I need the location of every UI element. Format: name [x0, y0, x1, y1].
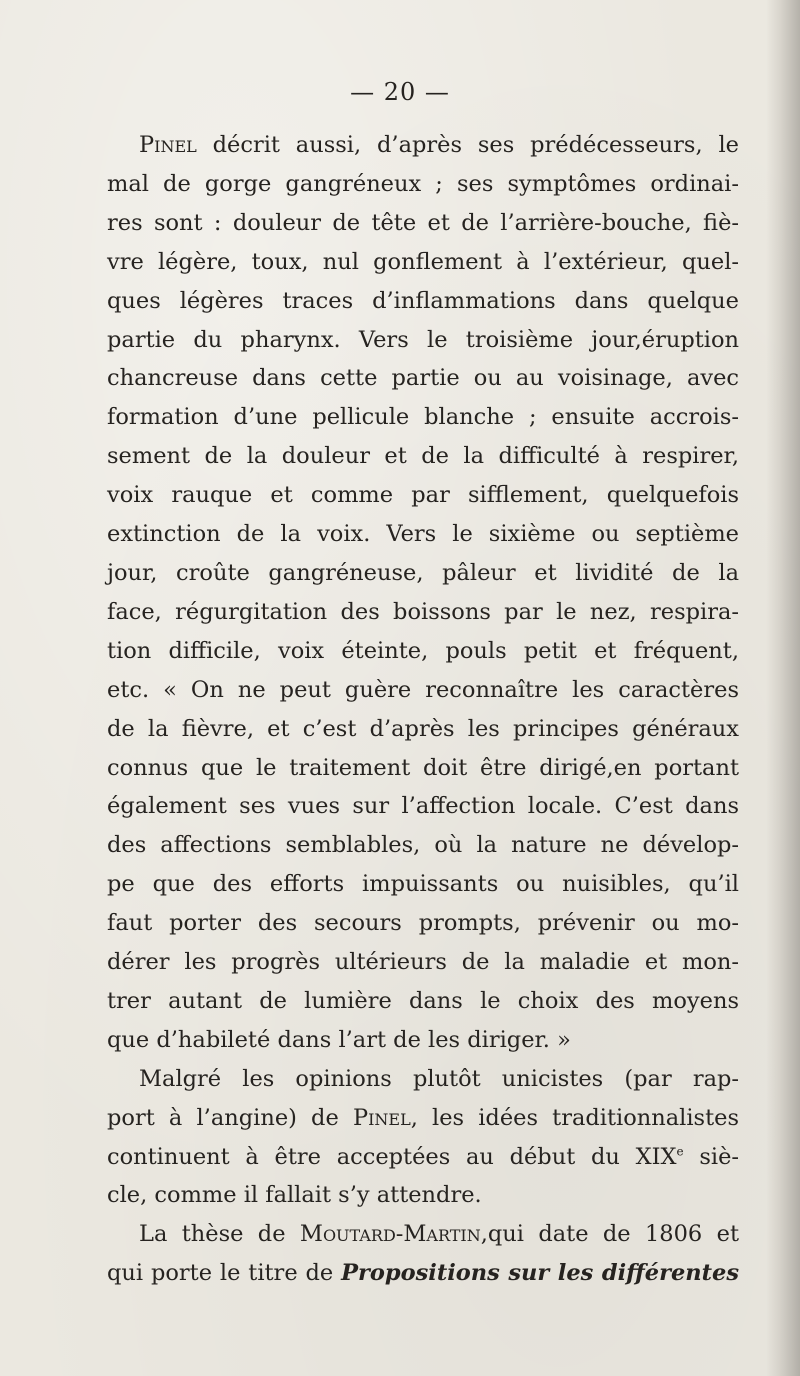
text-line: Pinel décrit aussi, d’après ses prédécesseurs, le [139, 132, 739, 158]
page-number: — 20 — [350, 78, 450, 106]
text-line: des affections semblables, où la nature ne dévelop- [107, 832, 739, 859]
text-line: jour, croûte gangréneuse, pâleur et lividité de la [107, 559, 739, 586]
thesis-title: Propositions sur les différentes [341, 1260, 739, 1287]
text-line: cle, comme il fallait s’y attendre. [107, 1182, 482, 1209]
text-line: mal de gorge gangréneux ; ses symptômes ordinai- [107, 170, 739, 197]
text-line: extinction de la voix. Vers le sixième ou septième [107, 521, 739, 548]
text-line: tion difficile, voix éteinte, pouls petit et fréquent, [107, 637, 739, 664]
text-line: formation d’une pellicule blanche ; ensuite accrois- [107, 404, 739, 431]
text-line: trer autant de lumière dans le choix des moyens [107, 987, 739, 1014]
author-name: Moutard-Martin [299, 1221, 481, 1248]
text-line: de la fièvre, et c’est d’après les principes généraux [107, 715, 739, 742]
text-line: connus que le traitement doit être dirigé,en portant [107, 754, 739, 781]
text-line: que d’habileté dans l’art de les diriger. » [107, 1026, 571, 1053]
page-edge-shadow [766, 0, 800, 1376]
text-line: Malgré les opinions plutôt unicistes (par rap- [139, 1065, 739, 1092]
text-line: vre légère, toux, nul gonflement à l’extérieur, quel- [107, 248, 739, 275]
text-line: face, régurgitation des boissons par le nez, respira- [107, 598, 739, 625]
text-line: faut porter des secours prompts, prévenir ou mo- [107, 910, 739, 937]
text-line: également ses vues sur l’affection locale. C’est dans [107, 793, 739, 820]
century-superscript: e [676, 1144, 684, 1159]
text-line: etc. « On ne peut guère reconnaître les caractères [107, 676, 739, 703]
text-line: pe que des efforts impuissants ou nuisibles, qu’il [107, 871, 739, 898]
text-line: sement de la douleur et de la difficulté à respirer, [107, 443, 739, 470]
text-line: ques légères traces d’inflammations dans quelque [107, 287, 739, 314]
text-line: partie du pharynx. Vers le troisième jour,éruption [107, 326, 739, 353]
text-line: res sont : douleur de tête et de l’arrière-bouche, fiè- [107, 209, 739, 236]
text-line: qui porte le titre de Propositions sur les différentes [107, 1260, 739, 1287]
text-line: chancreuse dans cette partie ou au voisinage, avec [107, 365, 739, 392]
body-text [107, 126, 739, 1293]
text-line: voix rauque et comme par sifflement, quelquefois [107, 482, 739, 509]
text-line: La thèse de Moutard-Martin,qui date de 1806 et [139, 1221, 739, 1248]
text-line: port à l’angine) de Pinel, les idées traditionnalistes [107, 1104, 739, 1131]
text-line: dérer les progrès ultérieurs de la maladie et mon- [107, 949, 739, 976]
author-name: Pinel [352, 1104, 411, 1131]
text-line: continuent à être acceptées au début du XIXe siè- [107, 1143, 739, 1170]
author-name: Pinel [139, 132, 197, 158]
